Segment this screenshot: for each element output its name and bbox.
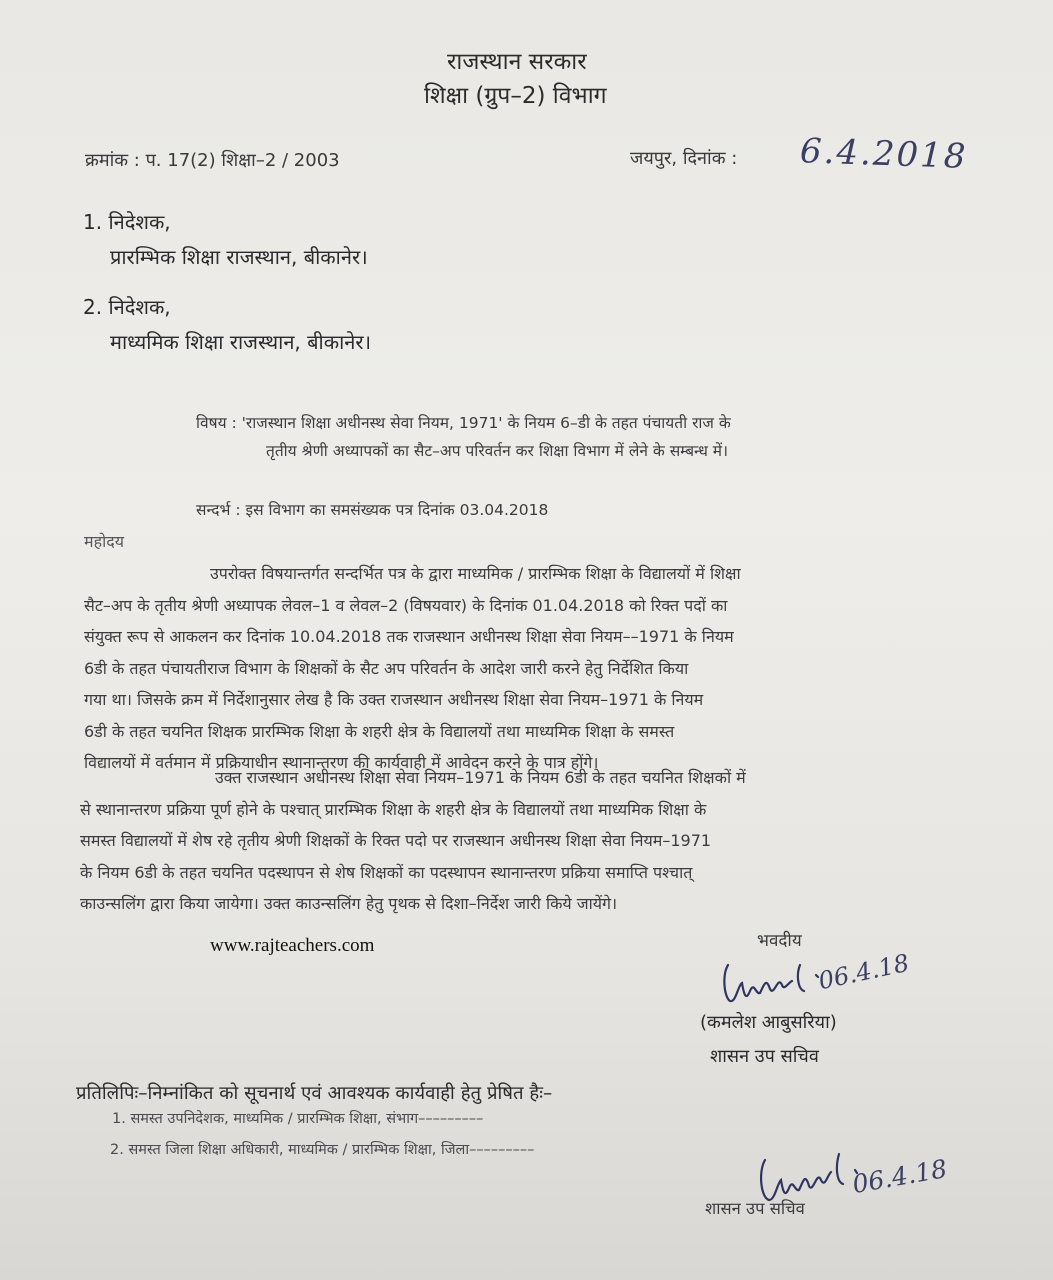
government-title: राजस्थान सरकार — [447, 49, 587, 75]
date-label: जयपुर, दिनांक : — [630, 148, 738, 169]
addressee-2-title: 2. निदेशक, — [83, 295, 171, 319]
paragraph-2-line: उक्त राजस्थान अधीनस्थ शिक्षा सेवा नियम–1971 के नियम 6डी के तहत चयनित शिक्षकों में — [215, 768, 746, 787]
paragraph-1-line: संयुक्त रूप से आकलन कर दिनांक 10.04.2018 तक राजस्थान अधीनस्थ शिक्षा सेवा नियम––1971 के नियम — [84, 627, 734, 646]
addressee-2-office: माध्यमिक शिक्षा राजस्थान, बीकानेर। — [110, 330, 372, 354]
copy-to-item-2: 2. समस्त जिला शिक्षा अधिकारी, माध्यमिक / प्रारम्भिक शिक्षा, जिला––––––––– — [110, 1142, 535, 1158]
reference-number: क्रमांक : प. 17(2) शिक्षा–2 / 2003 — [85, 150, 340, 171]
paragraph-1-line: सैट–अप के तृतीय श्रेणी अध्यापक लेवल–1 व लेवल–2 (विषयवार) के दिनांक 01.04.2018 को रिक्त पदों का — [84, 595, 728, 615]
signatory-title: शासन उप सचिव — [710, 1046, 819, 1067]
handwritten-date: 6.4.2018 — [799, 131, 969, 177]
subject-line-2: तृतीय श्रेणी अध्यापकों का सैट–अप परिवर्तन कर शिक्षा विभाग में लेने के सम्बन्ध में। — [266, 442, 728, 460]
paragraph-2-line: से स्थानान्तरण प्रक्रिया पूर्ण होने के पश्चात् प्रारम्भिक शिक्षा के शहरी क्षेत्र के विद्यालयों तथा माध्यमिक शिक्षा के — [80, 799, 707, 819]
subject-line-1: विषय : 'राजस्थान शिक्षा अधीनस्थ सेवा नियम, 1971' के नियम 6–डी के तहत पंचायती राज के — [196, 414, 731, 432]
signature-date: 06.4.18 — [816, 948, 912, 996]
paragraph-1-line: गया था। जिसके क्रम में निर्देशानुसार लेख है कि उक्त राजस्थान अधीनस्थ शिक्षा सेवा नियम–1971 के नियम — [84, 690, 704, 709]
addressee-1-office: प्रारम्भिक शिक्षा राजस्थान, बीकानेर। — [110, 245, 368, 269]
signature-scribble — [720, 955, 830, 1015]
paragraph-2-line: समस्त विद्यालयों में शेष रहे तृतीय श्रेणी शिक्षकों के रिक्त पदो पर राजस्थान अधीनस्थ शिक्षा सेवा नियम–1971 — [80, 831, 712, 850]
paragraph-1 — [84, 558, 959, 779]
signature-image — [720, 955, 830, 1015]
salutation: महोदय — [84, 532, 124, 551]
department-title: शिक्षा (ग्रुप–2) विभाग — [424, 83, 607, 109]
paragraph-2-line: के नियम 6डी के तहत चयनित पदस्थापन से शेष शिक्षकों का पदस्थापन स्थानान्तरण प्रक्रिया समाप्ति पश्चात् — [80, 862, 693, 882]
copy-to-item-1: 1. समस्त उपनिदेशक, माध्यमिक / प्रारम्भिक शिक्षा, संभाग––––––––– — [112, 1111, 484, 1127]
addressee-1-title: 1. निदेशक, — [83, 210, 171, 234]
paragraph-2 — [80, 762, 960, 920]
footer-title: शासन उप सचिव — [705, 1199, 805, 1218]
copy-to-heading: प्रतिलिपिः–निम्नांकित को सूचनार्थ एवं आवश्यक कार्यवाही हेतु प्रेषित हैः– — [76, 1083, 553, 1104]
paragraph-2-line: काउन्सलिंग द्वारा किया जायेगा। उक्त काउन्सलिंग हेतु पृथक से दिशा–निर्देश जारी किये जायेंगे। — [80, 894, 618, 913]
paragraph-1-line: 6डी के तहत पंचायतीराज विभाग के शिक्षकों के सैट अप परिवर्तन के आदेश जारी करने हेतु निर्देशित किया — [84, 658, 689, 678]
footer-signature-date: 06.4.18 — [850, 1153, 950, 1200]
watermark-url: www.rajteachers.com — [210, 935, 375, 956]
reference-line: सन्दर्भ : इस विभाग का समसंख्यक पत्र दिनांक 03.04.2018 — [196, 501, 549, 519]
closing-text: भवदीय — [757, 931, 802, 951]
paragraph-1-line: उपरोक्त विषयान्तर्गत सन्दर्भित पत्र के द्वारा माध्यमिक / प्रारम्भिक शिक्षा के विद्यालयों में शिक्षा — [210, 564, 741, 583]
signatory-name: (कमलेश आबुसरिया) — [700, 1012, 837, 1033]
paragraph-1-line: 6डी के तहत चयनित शिक्षक प्रारम्भिक शिक्षा के शहरी क्षेत्र के विद्यालयों तथा माध्यमिक शिक्षा के समस्त — [84, 721, 675, 741]
paragraph-1-line: विद्यालयों में वर्तमान में प्रक्रियाधीन स्थानान्तरण की कार्यवाही में आवेदन करने के पात्र होंगे। — [84, 753, 599, 772]
